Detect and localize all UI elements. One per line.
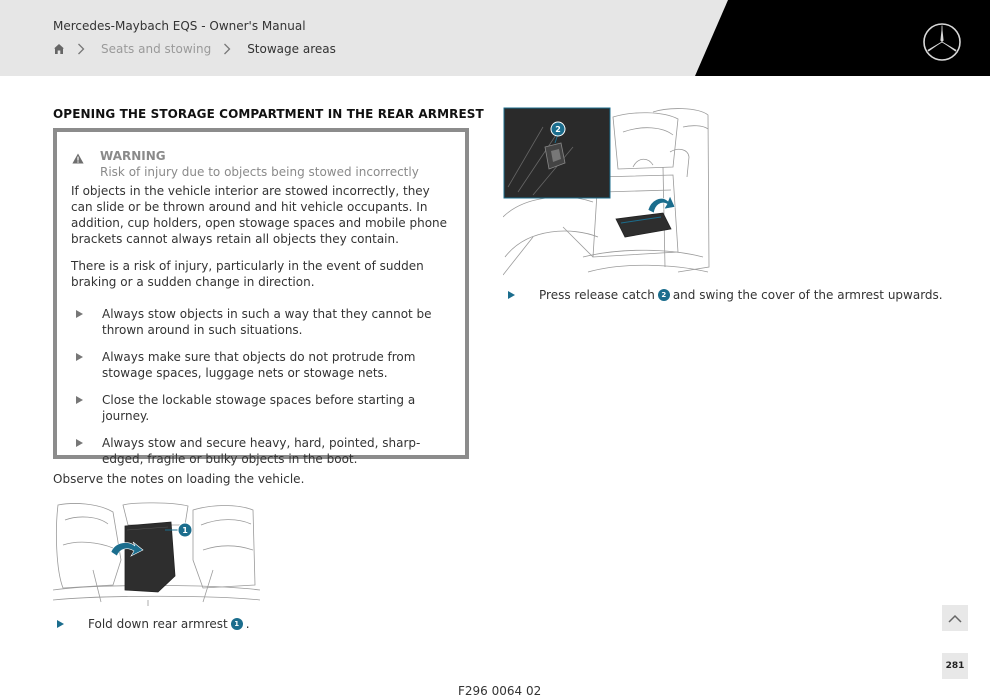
step-fold-armrest [57,617,250,631]
breadcrumb-current: Stowage areas [247,42,336,56]
bullet-text: Always make sure that objects do not protrude from stowage spaces, luggage nets or stowage nets. [102,350,416,380]
step-text: Fold down rear armrest [88,617,228,631]
warning-label: WARNING [100,149,166,163]
bullet-arrow-icon [76,396,83,404]
breadcrumb [53,41,336,57]
bullet-arrow-icon [76,353,83,361]
step-suffix: . [245,617,250,631]
chevron-right-icon [77,43,95,55]
warning-paragraph: If objects in the vehicle interior are stowed incorrectly, they can slide or be thrown around and hit vehicle occupants. In addition, cup holders, open stowage spaces and mobile phone brackets cannot always retain all objects they contain. [71,184,448,246]
bullet-arrow-icon [76,439,83,447]
list-item [71,349,455,381]
bullet-text: Always stow objects in such a way that they cannot be thrown around in such situations. [102,307,432,337]
mercedes-star-logo-icon [922,22,962,62]
breadcrumb-parent-link[interactable]: Seats and stowing [101,42,212,56]
bullet-text: Close the lockable stowage spaces before starting a journey. [102,393,416,423]
warning-bullet-list [71,306,455,467]
chevron-up-icon [948,614,962,623]
section-heading: OPENING THE STORAGE COMPARTMENT IN THE REAR ARMREST [53,107,484,121]
list-item [71,306,455,338]
document-title: Mercedes-Maybach EQS - Owner's Manual [53,19,306,33]
page-number-button[interactable]: 281 [942,653,968,679]
warning-header [72,148,419,180]
warning-subtitle: Risk of injury due to objects being stowed incorrectly [100,165,419,179]
step-arrow-icon [508,291,515,299]
bullet-text: Always stow and secure heavy, hard, pointed, sharp-edged, fragile or bulky objects in the boot. [102,436,421,466]
list-item [71,435,455,467]
warning-body [71,183,455,478]
bullet-arrow-icon [76,310,83,318]
header-bar [0,0,990,76]
step-text: Press release catch [539,288,655,302]
step-suffix: and swing the cover of the armrest upwards. [672,288,943,302]
observe-note: Observe the notes on loading the vehicle. [53,472,305,486]
step-open-cover [508,288,943,302]
figure-code: F296 0064 02 [458,684,542,698]
step-number-badge: 1 [231,618,243,630]
list-item [71,392,455,424]
warning-paragraph: There is a risk of injury, particularly in the event of sudden braking or a sudden change in direction. [71,259,424,289]
step-number-badge: 2 [658,289,670,301]
figure-callout-2: 2 [555,125,561,134]
armrest-fold-down-illustration [53,500,260,606]
warning-box [53,128,469,466]
step-arrow-icon [57,620,64,628]
scroll-to-top-button[interactable] [942,605,968,631]
figure-callout-1: 1 [182,526,188,535]
warning-triangle-icon [72,153,84,164]
home-icon[interactable] [53,43,65,55]
armrest-cover-open-illustration [503,107,711,277]
chevron-right-icon [223,43,241,55]
